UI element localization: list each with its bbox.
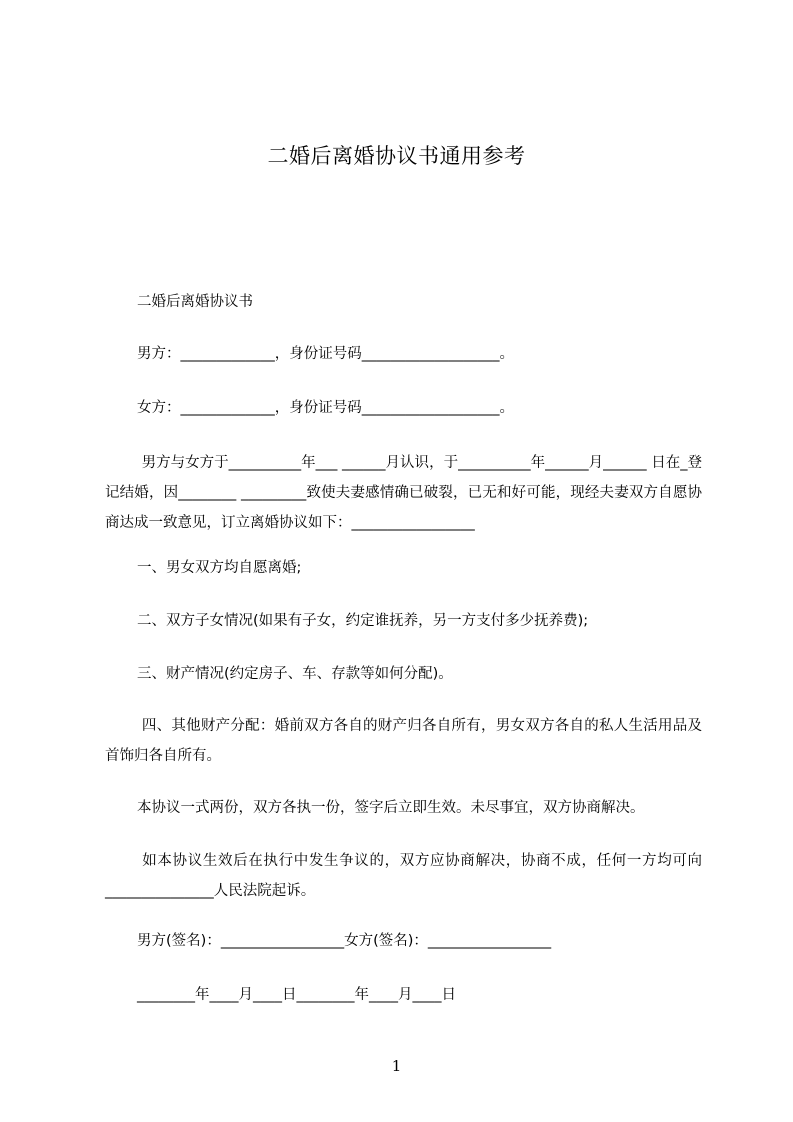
page-number: 1 bbox=[391, 1057, 402, 1075]
clause-4 bbox=[105, 711, 702, 771]
wife-info-line: 女方：_____________，身份证号码___________________。 bbox=[137, 400, 514, 416]
clause-2: 二、双方子女情况(如果有子女，约定谁抚养，另一方支付多少抚养费); bbox=[137, 613, 589, 629]
document-subtitle: 二婚后离婚协议书 bbox=[137, 294, 253, 310]
agreement-paragraph-text: 男方与女方于__________年___ ______月认识，于__________年______月______ 日在_登记结婚，因________ _________致使夫妻感情确已破裂，已无和好可能，现经夫妻双方自愿协商达成一致意见，订立离婚协议如下：_________________ bbox=[105, 455, 702, 531]
clause-6-text: 如本协议生效后在执行中发生争议的，双方应协商解决，协商不成，任何一方均可向_______________人民法院起诉。 bbox=[105, 853, 702, 899]
document-title: 二婚后离婚协议书通用参考 bbox=[267, 144, 526, 168]
date-line: ________年____月____日________年____月____日 bbox=[137, 987, 456, 1003]
clause-6 bbox=[105, 846, 702, 906]
agreement-paragraph bbox=[105, 448, 702, 538]
husband-info-line: 男方：_____________，身份证号码___________________。 bbox=[137, 346, 514, 362]
clause-1: 一、男女双方均自愿离婚; bbox=[137, 560, 302, 576]
clause-4-text: 四、其他财产分配：婚前双方各自的财产归各自所有，男女双方各自的私人生活用品及首饰归各自所有。 bbox=[105, 718, 702, 764]
clause-3: 三、财产情况(约定房子、车、存款等如何分配)。 bbox=[137, 666, 453, 682]
signature-line: 男方(签名)：_________________女方(签名)：_________________ bbox=[137, 933, 552, 949]
clause-5: 本协议一式两份，双方各执一份，签字后立即生效。未尽事宜，双方协商解决。 bbox=[137, 800, 645, 816]
